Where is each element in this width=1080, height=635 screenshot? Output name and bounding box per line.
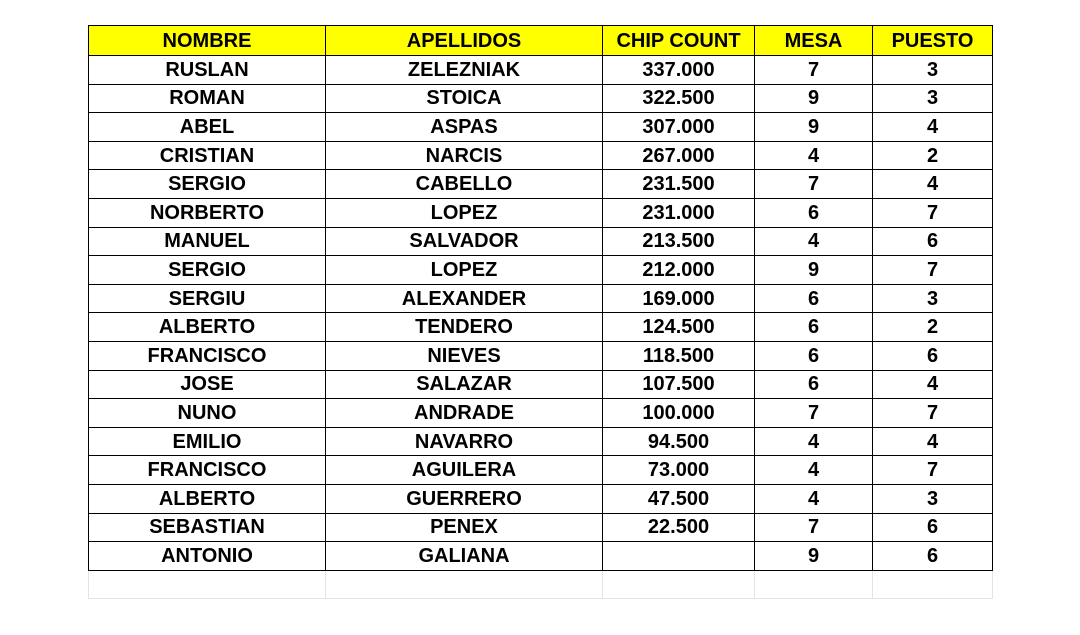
mesa-cell: 4	[755, 141, 873, 170]
mesa-cell: 4	[755, 456, 873, 485]
nombre-cell: EMILIO	[89, 427, 326, 456]
table-body	[89, 56, 993, 599]
apellidos-cell: ZELEZNIAK	[326, 56, 603, 85]
empty-cell	[603, 570, 755, 599]
table-row	[89, 341, 993, 370]
table-row	[89, 513, 993, 542]
apellidos-cell: ANDRADE	[326, 399, 603, 428]
nombre-cell: ANTONIO	[89, 542, 326, 571]
mesa-cell: 6	[755, 313, 873, 342]
header-nombre: NOMBRE	[89, 26, 326, 56]
apellidos-cell: AGUILERA	[326, 456, 603, 485]
puesto-cell: 3	[873, 484, 993, 513]
table-row	[89, 484, 993, 513]
nombre-cell: JOSE	[89, 370, 326, 399]
mesa-cell: 9	[755, 84, 873, 113]
chip-count-cell	[603, 542, 755, 571]
chip-count-cell: 94.500	[603, 427, 755, 456]
apellidos-cell: SALAZAR	[326, 370, 603, 399]
mesa-cell: 7	[755, 399, 873, 428]
header-mesa: MESA	[755, 26, 873, 56]
puesto-cell: 6	[873, 227, 993, 256]
apellidos-cell: NARCIS	[326, 141, 603, 170]
empty-row	[89, 570, 993, 599]
header-puesto: PUESTO	[873, 26, 993, 56]
apellidos-cell: NIEVES	[326, 341, 603, 370]
chip-count-cell: 231.500	[603, 170, 755, 199]
mesa-cell: 9	[755, 113, 873, 142]
header-apellidos: APELLIDOS	[326, 26, 603, 56]
table-row	[89, 56, 993, 85]
mesa-cell: 6	[755, 370, 873, 399]
mesa-cell: 6	[755, 284, 873, 313]
nombre-cell: NUNO	[89, 399, 326, 428]
apellidos-cell: TENDERO	[326, 313, 603, 342]
table-row	[89, 542, 993, 571]
chip-count-cell: 47.500	[603, 484, 755, 513]
nombre-cell: ABEL	[89, 113, 326, 142]
apellidos-cell: NAVARRO	[326, 427, 603, 456]
puesto-cell: 3	[873, 284, 993, 313]
chip-count-cell: 169.000	[603, 284, 755, 313]
empty-cell	[755, 570, 873, 599]
nombre-cell: FRANCISCO	[89, 341, 326, 370]
mesa-cell: 9	[755, 542, 873, 571]
header-chip-count: CHIP COUNT	[603, 26, 755, 56]
puesto-cell: 7	[873, 198, 993, 227]
apellidos-cell: LOPEZ	[326, 256, 603, 285]
nombre-cell: SERGIO	[89, 170, 326, 199]
mesa-cell: 4	[755, 227, 873, 256]
apellidos-cell: CABELLO	[326, 170, 603, 199]
apellidos-cell: PENEX	[326, 513, 603, 542]
chip-count-cell: 337.000	[603, 56, 755, 85]
puesto-cell: 7	[873, 256, 993, 285]
apellidos-cell: STOICA	[326, 84, 603, 113]
chip-count-table	[88, 25, 993, 599]
table-row	[89, 399, 993, 428]
mesa-cell: 4	[755, 427, 873, 456]
chip-count-cell: 212.000	[603, 256, 755, 285]
table-row	[89, 370, 993, 399]
puesto-cell: 3	[873, 84, 993, 113]
puesto-cell: 7	[873, 399, 993, 428]
puesto-cell: 2	[873, 313, 993, 342]
apellidos-cell: LOPEZ	[326, 198, 603, 227]
chip-count-cell: 100.000	[603, 399, 755, 428]
chip-count-cell: 267.000	[603, 141, 755, 170]
table-row	[89, 84, 993, 113]
puesto-cell: 6	[873, 542, 993, 571]
mesa-cell: 7	[755, 170, 873, 199]
apellidos-cell: SALVADOR	[326, 227, 603, 256]
puesto-cell: 6	[873, 513, 993, 542]
nombre-cell: CRISTIAN	[89, 141, 326, 170]
nombre-cell: SERGIU	[89, 284, 326, 313]
table-row	[89, 256, 993, 285]
nombre-cell: NORBERTO	[89, 198, 326, 227]
nombre-cell: ROMAN	[89, 84, 326, 113]
puesto-cell: 6	[873, 341, 993, 370]
apellidos-cell: ALEXANDER	[326, 284, 603, 313]
nombre-cell: FRANCISCO	[89, 456, 326, 485]
puesto-cell: 3	[873, 56, 993, 85]
apellidos-cell: ASPAS	[326, 113, 603, 142]
puesto-cell: 4	[873, 370, 993, 399]
header-row	[89, 26, 993, 56]
puesto-cell: 2	[873, 141, 993, 170]
nombre-cell: RUSLAN	[89, 56, 326, 85]
table-row	[89, 456, 993, 485]
table-row	[89, 427, 993, 456]
table-row	[89, 141, 993, 170]
chip-count-cell: 307.000	[603, 113, 755, 142]
chip-count-cell: 322.500	[603, 84, 755, 113]
chip-count-cell: 73.000	[603, 456, 755, 485]
puesto-cell: 4	[873, 427, 993, 456]
chip-count-cell: 22.500	[603, 513, 755, 542]
mesa-cell: 6	[755, 198, 873, 227]
empty-cell	[873, 570, 993, 599]
table-row	[89, 284, 993, 313]
puesto-cell: 7	[873, 456, 993, 485]
chip-count-cell: 118.500	[603, 341, 755, 370]
table-row	[89, 113, 993, 142]
apellidos-cell: GALIANA	[326, 542, 603, 571]
mesa-cell: 7	[755, 56, 873, 85]
table-row	[89, 313, 993, 342]
nombre-cell: SEBASTIAN	[89, 513, 326, 542]
nombre-cell: MANUEL	[89, 227, 326, 256]
mesa-cell: 9	[755, 256, 873, 285]
empty-cell	[89, 570, 326, 599]
chip-count-cell: 213.500	[603, 227, 755, 256]
chip-count-cell: 107.500	[603, 370, 755, 399]
mesa-cell: 7	[755, 513, 873, 542]
table-row	[89, 170, 993, 199]
chip-count-cell: 231.000	[603, 198, 755, 227]
table-row	[89, 198, 993, 227]
nombre-cell: ALBERTO	[89, 313, 326, 342]
mesa-cell: 4	[755, 484, 873, 513]
apellidos-cell: GUERRERO	[326, 484, 603, 513]
nombre-cell: SERGIO	[89, 256, 326, 285]
nombre-cell: ALBERTO	[89, 484, 326, 513]
puesto-cell: 4	[873, 113, 993, 142]
puesto-cell: 4	[873, 170, 993, 199]
mesa-cell: 6	[755, 341, 873, 370]
empty-cell	[326, 570, 603, 599]
table-row	[89, 227, 993, 256]
chip-count-cell: 124.500	[603, 313, 755, 342]
